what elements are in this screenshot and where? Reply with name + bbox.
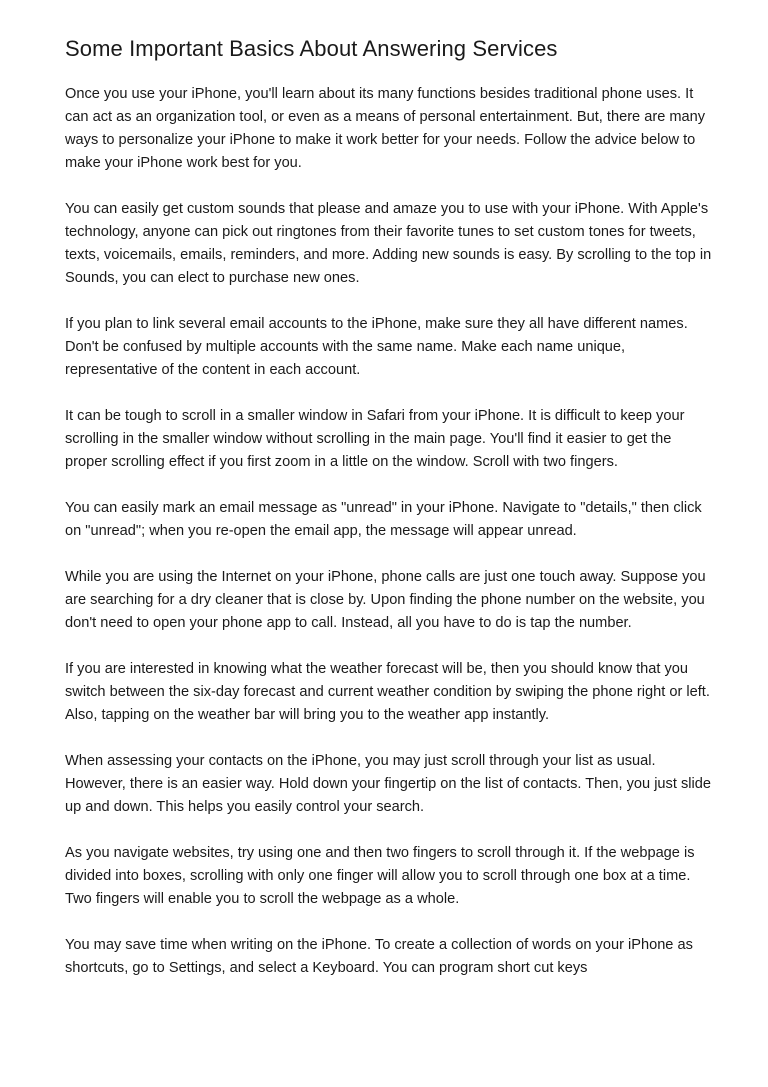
paragraph-9: As you navigate websites, try using one and then two fingers to scroll through it. If the webpage is divided into boxes, scrolling with only one finger will allow you to scroll through one box at a time. Two fingers will enable you to scroll the webpage as a whole. (65, 845, 695, 907)
paragraph-1: Once you use your iPhone, you'll learn about its many functions besides traditional phone uses. It can act as an organization tool, or even as a means of personal entertainment. But, there are many ways to personalize your iPhone to make it work better for your needs. Follow the advice below to make your iPhone work best for you. (65, 86, 706, 171)
paragraph-5: You can easily mark an email message as "unread" in your iPhone. Navigate to "details," then click on "unread"; when you re-open the email app, the message will appear unread. (65, 500, 702, 539)
paragraph-7: If you are interested in knowing what the weather forecast will be, then you should know that you switch between the six-day forecast and current weather condition by swiping the phone right or left. Also, tapping on the weather bar will bring you to the weather app instantly. (65, 661, 710, 723)
paragraph-6: While you are using the Internet on your iPhone, phone calls are just one touch away. Suppose you are searching for a dry cleaner that is close by. Upon finding the phone number on the website, you don't need to open your phone app to call. Instead, all you have to do is tap the number. (65, 569, 706, 631)
paragraph-3: If you plan to link several email accounts to the iPhone, make sure they all have different names. Don't be confused by multiple accounts with the same name. Make each name unique, representative of the content in each account. (65, 316, 688, 378)
paragraph-2: You can easily get custom sounds that please and amaze you to use with your iPhone. With Apple's technology, anyone can pick out ringtones from their favorite tunes to set custom tones for tweets, texts, voicemails, emails, reminders, and more. Adding new sounds is easy. By scrolling to the top in Sounds, you can elect to purchase new ones. (65, 201, 712, 286)
document-title: Some Important Basics About Answering Services (65, 36, 558, 61)
paragraph-10: You may save time when writing on the iPhone. To create a collection of words on your iPhone as shortcuts, go to Settings, and select a Keyboard. You can program short cut keys (65, 937, 693, 976)
paragraph-4: It can be tough to scroll in a smaller window in Safari from your iPhone. It is difficult to keep your scrolling in the smaller window without scrolling in the main page. You'll find it easier to get the proper scrolling effect if you first zoom in a little on the window. Scroll with two fingers. (65, 408, 685, 470)
document-page (65, 34, 715, 1003)
paragraph-8: When assessing your contacts on the iPhone, you may just scroll through your list as usual. However, there is an easier way. Hold down your fingertip on the list of contacts. Then, you just slide up and down. This helps you easily control your search. (65, 753, 711, 815)
